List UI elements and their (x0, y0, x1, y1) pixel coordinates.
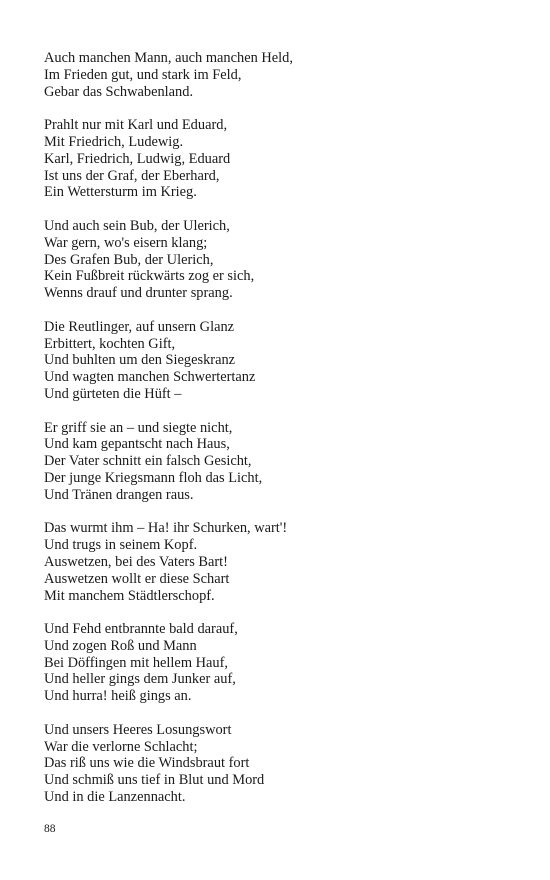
poem-line: Bei Döffingen mit hellem Hauf, (44, 654, 228, 671)
poem-line: Und hurra! heiß gings an. (44, 688, 192, 705)
stanza-2 (44, 117, 524, 201)
stanza-3 (44, 218, 524, 302)
poem-line: Und buhlten um den Siegeskranz (44, 352, 236, 369)
poem-line: Und Tränen drangen raus. (44, 486, 194, 503)
poem-text (44, 50, 524, 823)
poem-line: Das riß uns wie die Windsbraut fort (44, 755, 250, 772)
poem-line: Gebar das Schwabenland. (44, 83, 194, 100)
poem-line: Prahlt nur mit Karl und Eduard, (44, 117, 228, 134)
poem-line: Ist uns der Graf, der Eberhard, (44, 167, 220, 184)
stanza-8 (44, 722, 524, 806)
poem-line: Karl, Friedrich, Ludwig, Eduard (44, 150, 231, 167)
poem-line: Und unsers Heeres Losungswort (44, 721, 232, 738)
poem-line: Wenns drauf und drunter sprang. (44, 285, 233, 302)
page-number: 88 (44, 823, 56, 835)
poem-line: Er griff sie an – und siegte nicht, (44, 419, 233, 436)
poem-line: War gern, wo's eisern klang; (44, 234, 208, 251)
poem-line: Ein Wettersturm im Krieg. (44, 184, 197, 201)
poem-line: Und in die Lanzennacht. (44, 789, 186, 806)
poem-line: Die Reutlinger, auf unsern Glanz (44, 318, 235, 335)
poem-line: Und Fehd entbrannte bald darauf, (44, 621, 238, 638)
poem-line: Und wagten manchen Schwertertanz (44, 369, 256, 386)
stanza-1 (44, 50, 524, 100)
poem-line: Und kam gepantscht nach Haus, (44, 436, 230, 453)
poem-line: Und zogen Roß und Mann (44, 637, 197, 654)
poem-line: Erbittert, kochten Gift, (44, 335, 176, 352)
poem-line: Und trugs in seinem Kopf. (44, 537, 198, 554)
poem-line: Und auch sein Bub, der Ulerich, (44, 217, 230, 234)
stanza-7 (44, 621, 524, 705)
poem-line: Im Frieden gut, und stark im Feld, (44, 66, 242, 83)
poem-line: Auch manchen Mann, auch manchen Held, (44, 50, 293, 66)
poem-line: Mit Friedrich, Ludewig. (44, 133, 184, 150)
poem-line: Des Grafen Bub, der Ulerich, (44, 251, 214, 268)
poem-line: War die verlorne Schlacht; (44, 738, 198, 755)
poem-line: Der junge Kriegsmann floh das Licht, (44, 469, 263, 486)
stanza-4 (44, 319, 524, 403)
poem-line: Auswetzen, bei des Vaters Bart! (44, 553, 228, 570)
poem-line: Und gürteten die Hüft – (44, 385, 182, 402)
poem-line: Und heller gings dem Junker auf, (44, 671, 236, 688)
poem-line: Der Vater schnitt ein falsch Gesicht, (44, 453, 252, 470)
poem-line: Mit manchem Städtlerschopf. (44, 587, 215, 604)
poem-line: Das wurmt ihm – Ha! ihr Schurken, wart'! (44, 520, 288, 537)
stanza-6 (44, 520, 524, 604)
poem-line: Kein Fußbreit rückwärts zog er sich, (44, 268, 255, 285)
stanza-5 (44, 420, 524, 504)
poem-line: Und schmiß uns tief in Blut und Mord (44, 772, 265, 789)
poem-line: Auswetzen wollt er diese Schart (44, 570, 230, 587)
